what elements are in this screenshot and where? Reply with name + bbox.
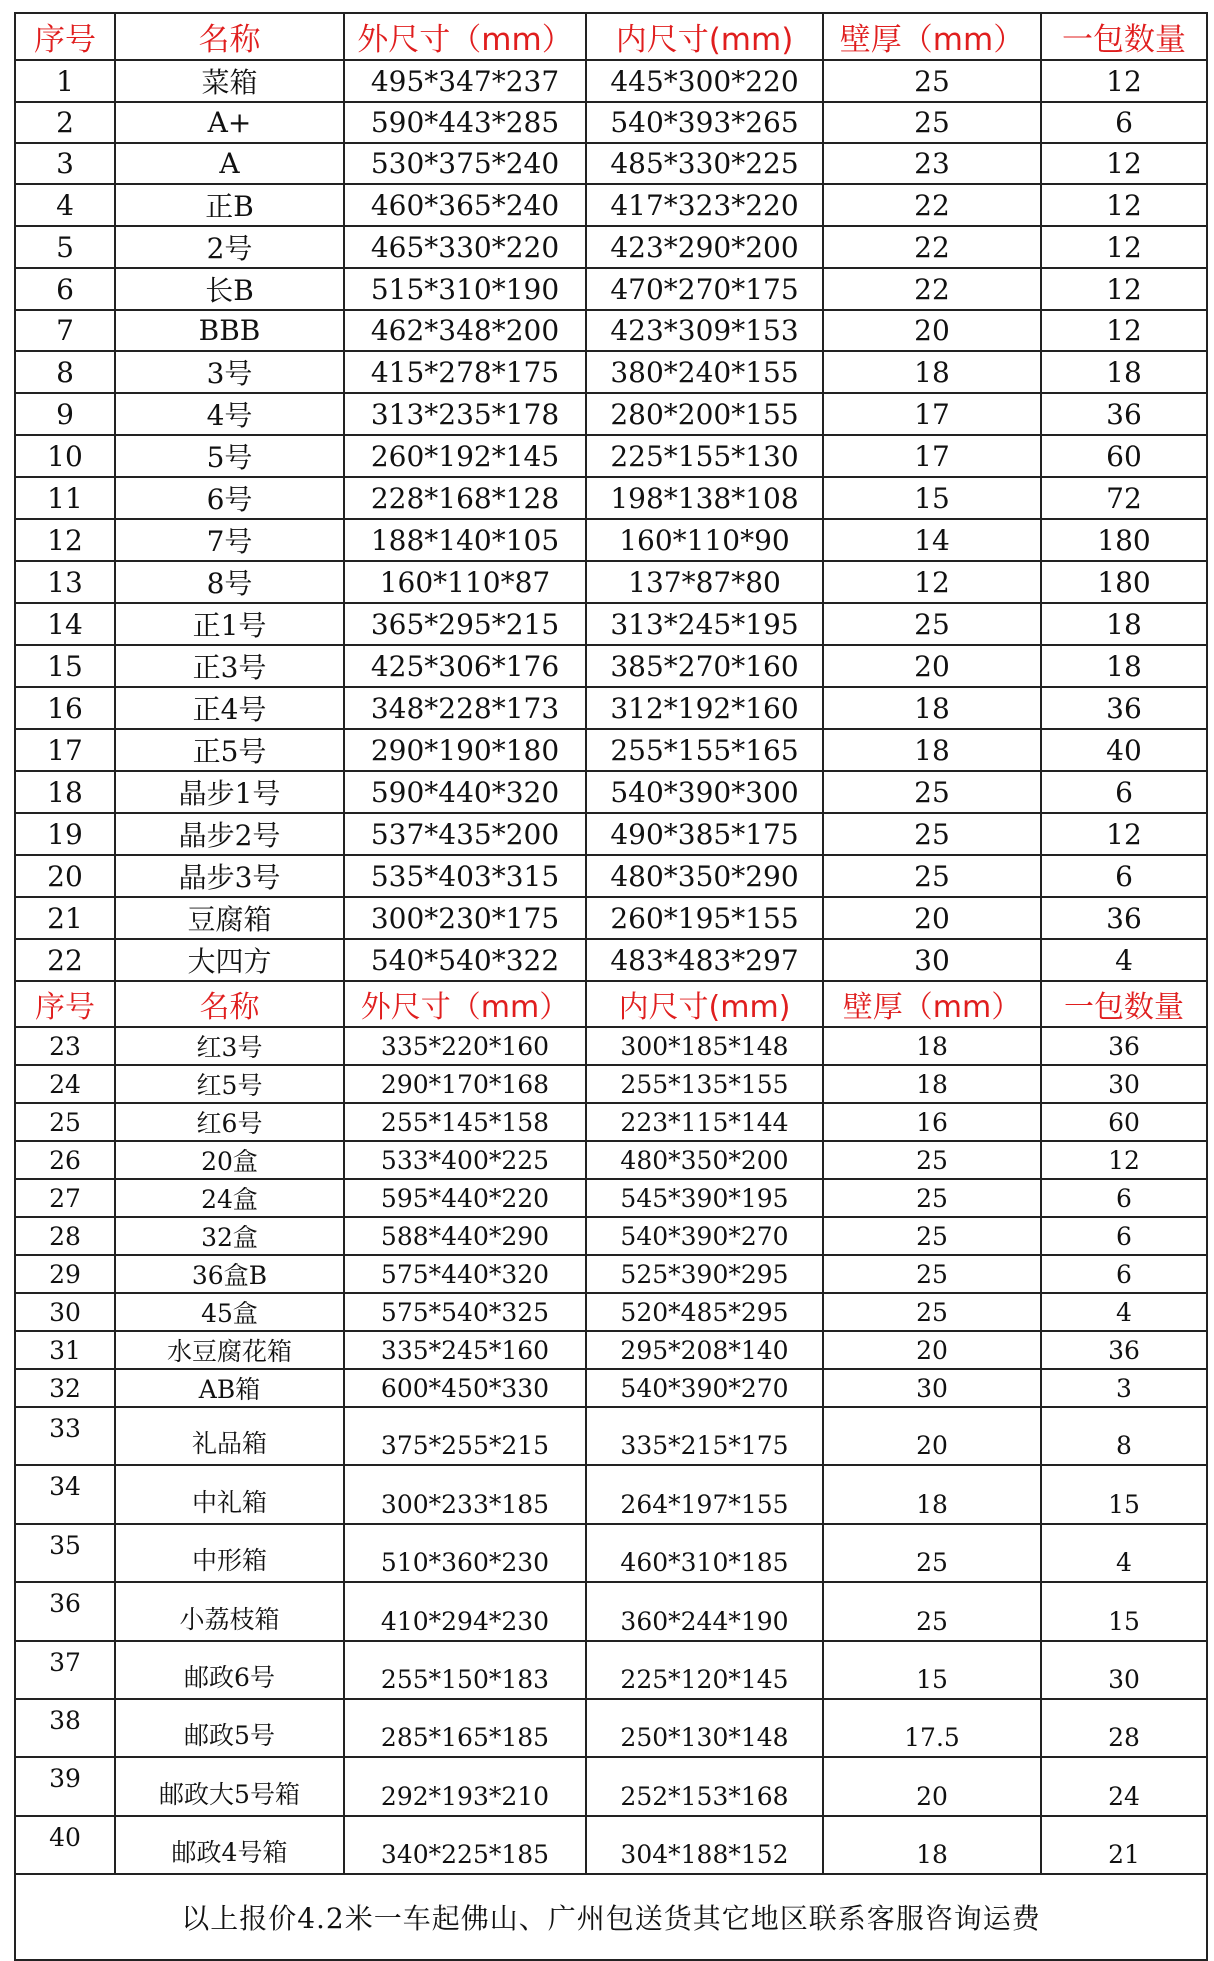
col-header-qty: 一包数量 [1041, 981, 1207, 1027]
outer-size-cell: 533*400*225 [344, 1141, 586, 1179]
outer-size-cell: 540*540*322 [344, 939, 586, 981]
qty-cell: 6 [1041, 102, 1207, 143]
qty-cell: 12 [1041, 60, 1207, 102]
outer-size-cell: 335*245*160 [344, 1331, 586, 1369]
col-header-qty: 一包数量 [1041, 13, 1207, 60]
table-row [15, 477, 1207, 519]
name-cell: 正5号 [115, 729, 344, 771]
name-cell: 36盒B [115, 1255, 344, 1293]
qty-cell: 30 [1041, 1641, 1207, 1699]
wall-cell: 18 [823, 1465, 1041, 1523]
qty-cell: 18 [1041, 351, 1207, 393]
inner-size-cell: 520*485*295 [586, 1293, 823, 1331]
wall-cell: 18 [823, 1065, 1041, 1103]
index-cell: 26 [15, 1141, 115, 1179]
index-cell: 22 [15, 939, 115, 981]
table-row [15, 813, 1207, 855]
wall-cell: 15 [823, 477, 1041, 519]
inner-size-cell: 380*240*155 [586, 351, 823, 393]
index-cell: 30 [15, 1293, 115, 1331]
footer-row [15, 1874, 1207, 1960]
wall-cell: 22 [823, 226, 1041, 268]
name-cell: 3号 [115, 351, 344, 393]
outer-size-cell: 313*235*178 [344, 393, 586, 435]
outer-size-cell: 515*310*190 [344, 268, 586, 310]
outer-size-cell: 375*255*215 [344, 1407, 586, 1465]
inner-size-cell: 360*244*190 [586, 1582, 823, 1640]
table-row [15, 603, 1207, 645]
name-cell: 水豆腐花箱 [115, 1331, 344, 1369]
table-row [15, 1369, 1207, 1407]
outer-size-cell: 348*228*173 [344, 687, 586, 729]
qty-cell: 36 [1041, 1027, 1207, 1065]
table-row [15, 939, 1207, 981]
qty-cell: 24 [1041, 1757, 1207, 1815]
wall-cell: 25 [823, 1179, 1041, 1217]
index-cell: 36 [15, 1582, 115, 1640]
wall-cell: 25 [823, 603, 1041, 645]
name-cell: 红6号 [115, 1103, 344, 1141]
outer-size-cell: 255*150*183 [344, 1641, 586, 1699]
name-cell: 正3号 [115, 645, 344, 687]
index-cell: 13 [15, 561, 115, 603]
wall-cell: 25 [823, 1141, 1041, 1179]
outer-size-cell: 340*225*185 [344, 1816, 586, 1874]
qty-cell: 60 [1041, 435, 1207, 477]
inner-size-cell: 198*138*108 [586, 477, 823, 519]
qty-cell: 8 [1041, 1407, 1207, 1465]
wall-cell: 22 [823, 268, 1041, 310]
outer-size-cell: 260*192*145 [344, 435, 586, 477]
outer-size-cell: 290*190*180 [344, 729, 586, 771]
table-row [15, 60, 1207, 102]
qty-cell: 6 [1041, 1217, 1207, 1255]
wall-cell: 18 [823, 729, 1041, 771]
qty-cell: 40 [1041, 729, 1207, 771]
index-cell: 9 [15, 393, 115, 435]
wall-cell: 17 [823, 393, 1041, 435]
inner-size-cell: 540*390*270 [586, 1217, 823, 1255]
inner-size-cell: 264*197*155 [586, 1465, 823, 1523]
table-row [15, 1699, 1207, 1757]
qty-cell: 12 [1041, 310, 1207, 351]
inner-size-cell: 470*270*175 [586, 268, 823, 310]
index-cell: 6 [15, 268, 115, 310]
table-row [15, 1141, 1207, 1179]
index-cell: 27 [15, 1179, 115, 1217]
col-header-inner-size: 内尺寸(mm) [586, 13, 823, 60]
table-row [15, 561, 1207, 603]
table-row [15, 1641, 1207, 1699]
inner-size-cell: 540*393*265 [586, 102, 823, 143]
outer-size-cell: 535*403*315 [344, 855, 586, 897]
wall-cell: 25 [823, 1582, 1041, 1640]
table-row [15, 1757, 1207, 1815]
outer-size-cell: 462*348*200 [344, 310, 586, 351]
outer-size-cell: 228*168*128 [344, 477, 586, 519]
wall-cell: 25 [823, 855, 1041, 897]
outer-size-cell: 285*165*185 [344, 1699, 586, 1757]
col-header-index: 序号 [15, 13, 115, 60]
qty-cell: 28 [1041, 1699, 1207, 1757]
table-row [15, 729, 1207, 771]
qty-cell: 4 [1041, 1524, 1207, 1582]
qty-cell: 180 [1041, 519, 1207, 561]
name-cell: 菜箱 [115, 60, 344, 102]
wall-cell: 25 [823, 102, 1041, 143]
inner-size-cell: 255*155*165 [586, 729, 823, 771]
index-cell: 12 [15, 519, 115, 561]
wall-cell: 25 [823, 813, 1041, 855]
outer-size-cell: 590*440*320 [344, 771, 586, 813]
table-row [15, 687, 1207, 729]
col-header-name: 名称 [115, 981, 344, 1027]
outer-size-cell: 575*440*320 [344, 1255, 586, 1293]
name-cell: 长B [115, 268, 344, 310]
index-cell: 2 [15, 102, 115, 143]
index-cell: 1 [15, 60, 115, 102]
index-cell: 8 [15, 351, 115, 393]
wall-cell: 25 [823, 1217, 1041, 1255]
index-cell: 38 [15, 1699, 115, 1757]
table-row [15, 1065, 1207, 1103]
wall-cell: 18 [823, 1816, 1041, 1874]
outer-size-cell: 537*435*200 [344, 813, 586, 855]
wall-cell: 23 [823, 143, 1041, 184]
qty-cell: 12 [1041, 813, 1207, 855]
table-row [15, 184, 1207, 226]
inner-size-cell: 335*215*175 [586, 1407, 823, 1465]
index-cell: 31 [15, 1331, 115, 1369]
inner-size-cell: 545*390*195 [586, 1179, 823, 1217]
name-cell: 小荔枝箱 [115, 1582, 344, 1640]
inner-size-cell: 483*483*297 [586, 939, 823, 981]
index-cell: 24 [15, 1065, 115, 1103]
outer-size-cell: 530*375*240 [344, 143, 586, 184]
index-cell: 18 [15, 771, 115, 813]
qty-cell: 72 [1041, 477, 1207, 519]
wall-cell: 17 [823, 435, 1041, 477]
wall-cell: 25 [823, 60, 1041, 102]
table-row [15, 1217, 1207, 1255]
outer-size-cell: 575*540*325 [344, 1293, 586, 1331]
name-cell: A+ [115, 102, 344, 143]
wall-cell: 18 [823, 1027, 1041, 1065]
header-row [15, 13, 1207, 60]
name-cell: 红5号 [115, 1065, 344, 1103]
name-cell: 晶步2号 [115, 813, 344, 855]
qty-cell: 60 [1041, 1103, 1207, 1141]
inner-size-cell: 485*330*225 [586, 143, 823, 184]
table-row [15, 1331, 1207, 1369]
name-cell: 晶步1号 [115, 771, 344, 813]
table-row [15, 1524, 1207, 1582]
name-cell: 正B [115, 184, 344, 226]
outer-size-cell: 300*230*175 [344, 897, 586, 939]
inner-size-cell: 252*153*168 [586, 1757, 823, 1815]
wall-cell: 25 [823, 1524, 1041, 1582]
inner-size-cell: 385*270*160 [586, 645, 823, 687]
wall-cell: 25 [823, 771, 1041, 813]
col-header-index: 序号 [15, 981, 115, 1027]
inner-size-cell: 480*350*290 [586, 855, 823, 897]
wall-cell: 25 [823, 1293, 1041, 1331]
index-cell: 15 [15, 645, 115, 687]
outer-size-cell: 365*295*215 [344, 603, 586, 645]
name-cell: 中形箱 [115, 1524, 344, 1582]
inner-size-cell: 300*185*148 [586, 1027, 823, 1065]
col-header-inner-size: 内尺寸(mm) [586, 981, 823, 1027]
wall-cell: 18 [823, 687, 1041, 729]
qty-cell: 6 [1041, 771, 1207, 813]
wall-cell: 15 [823, 1641, 1041, 1699]
table-row [15, 771, 1207, 813]
table-row [15, 1103, 1207, 1141]
inner-size-cell: 480*350*200 [586, 1141, 823, 1179]
name-cell: 45盒 [115, 1293, 344, 1331]
index-cell: 17 [15, 729, 115, 771]
index-cell: 3 [15, 143, 115, 184]
qty-cell: 36 [1041, 897, 1207, 939]
table-row [15, 1407, 1207, 1465]
outer-size-cell: 415*278*175 [344, 351, 586, 393]
header-row [15, 981, 1207, 1027]
table-row [15, 435, 1207, 477]
qty-cell: 12 [1041, 226, 1207, 268]
wall-cell: 20 [823, 310, 1041, 351]
wall-cell: 14 [823, 519, 1041, 561]
col-header-outer-size: 外尺寸（mm） [344, 981, 586, 1027]
outer-size-cell: 255*145*158 [344, 1103, 586, 1141]
qty-cell: 12 [1041, 184, 1207, 226]
col-header-wall: 壁厚（mm） [823, 981, 1041, 1027]
name-cell: 大四方 [115, 939, 344, 981]
name-cell: 5号 [115, 435, 344, 477]
qty-cell: 4 [1041, 1293, 1207, 1331]
table-row [15, 519, 1207, 561]
outer-size-cell: 425*306*176 [344, 645, 586, 687]
table-row [15, 143, 1207, 184]
index-cell: 14 [15, 603, 115, 645]
name-cell: 豆腐箱 [115, 897, 344, 939]
name-cell: 邮政大5号箱 [115, 1757, 344, 1815]
name-cell: 红3号 [115, 1027, 344, 1065]
table-row [15, 1255, 1207, 1293]
wall-cell: 17.5 [823, 1699, 1041, 1757]
col-header-name: 名称 [115, 13, 344, 60]
table-row [15, 1179, 1207, 1217]
qty-cell: 3 [1041, 1369, 1207, 1407]
qty-cell: 12 [1041, 143, 1207, 184]
outer-size-cell: 292*193*210 [344, 1757, 586, 1815]
outer-size-cell: 495*347*237 [344, 60, 586, 102]
outer-size-cell: 600*450*330 [344, 1369, 586, 1407]
inner-size-cell: 525*390*295 [586, 1255, 823, 1293]
inner-size-cell: 313*245*195 [586, 603, 823, 645]
index-cell: 7 [15, 310, 115, 351]
wall-cell: 20 [823, 1331, 1041, 1369]
index-cell: 23 [15, 1027, 115, 1065]
qty-cell: 21 [1041, 1816, 1207, 1874]
outer-size-cell: 300*233*185 [344, 1465, 586, 1523]
qty-cell: 36 [1041, 687, 1207, 729]
table-row [15, 268, 1207, 310]
qty-cell: 18 [1041, 603, 1207, 645]
inner-size-cell: 225*120*145 [586, 1641, 823, 1699]
index-cell: 11 [15, 477, 115, 519]
outer-size-cell: 460*365*240 [344, 184, 586, 226]
outer-size-cell: 188*140*105 [344, 519, 586, 561]
wall-cell: 25 [823, 1255, 1041, 1293]
qty-cell: 6 [1041, 1179, 1207, 1217]
name-cell: 邮政4号箱 [115, 1816, 344, 1874]
index-cell: 37 [15, 1641, 115, 1699]
name-cell: AB箱 [115, 1369, 344, 1407]
index-cell: 29 [15, 1255, 115, 1293]
wall-cell: 16 [823, 1103, 1041, 1141]
inner-size-cell: 260*195*155 [586, 897, 823, 939]
qty-cell: 36 [1041, 393, 1207, 435]
inner-size-cell: 490*385*175 [586, 813, 823, 855]
qty-cell: 180 [1041, 561, 1207, 603]
name-cell: 8号 [115, 561, 344, 603]
col-header-outer-size: 外尺寸（mm） [344, 13, 586, 60]
inner-size-cell: 280*200*155 [586, 393, 823, 435]
name-cell: 6号 [115, 477, 344, 519]
name-cell: 礼品箱 [115, 1407, 344, 1465]
inner-size-cell: 423*290*200 [586, 226, 823, 268]
name-cell: 正4号 [115, 687, 344, 729]
qty-cell: 6 [1041, 855, 1207, 897]
index-cell: 25 [15, 1103, 115, 1141]
qty-cell: 4 [1041, 939, 1207, 981]
index-cell: 39 [15, 1757, 115, 1815]
wall-cell: 18 [823, 351, 1041, 393]
inner-size-cell: 223*115*144 [586, 1103, 823, 1141]
inner-size-cell: 160*110*90 [586, 519, 823, 561]
index-cell: 20 [15, 855, 115, 897]
name-cell: 邮政5号 [115, 1699, 344, 1757]
inner-size-cell: 137*87*80 [586, 561, 823, 603]
outer-size-cell: 588*440*290 [344, 1217, 586, 1255]
table-row [15, 393, 1207, 435]
qty-cell: 18 [1041, 645, 1207, 687]
inner-size-cell: 445*300*220 [586, 60, 823, 102]
qty-cell: 12 [1041, 1141, 1207, 1179]
inner-size-cell: 250*130*148 [586, 1699, 823, 1757]
wall-cell: 20 [823, 897, 1041, 939]
qty-cell: 6 [1041, 1255, 1207, 1293]
qty-cell: 30 [1041, 1065, 1207, 1103]
outer-size-cell: 595*440*220 [344, 1179, 586, 1217]
name-cell: 24盒 [115, 1179, 344, 1217]
inner-size-cell: 312*192*160 [586, 687, 823, 729]
inner-size-cell: 540*390*300 [586, 771, 823, 813]
outer-size-cell: 465*330*220 [344, 226, 586, 268]
table-row [15, 1027, 1207, 1065]
name-cell: 2号 [115, 226, 344, 268]
name-cell: BBB [115, 310, 344, 351]
index-cell: 32 [15, 1369, 115, 1407]
table-row [15, 855, 1207, 897]
inner-size-cell: 225*155*130 [586, 435, 823, 477]
wall-cell: 30 [823, 939, 1041, 981]
qty-cell: 12 [1041, 268, 1207, 310]
table-row [15, 310, 1207, 351]
table-row [15, 645, 1207, 687]
name-cell: 晶步3号 [115, 855, 344, 897]
index-cell: 5 [15, 226, 115, 268]
table-row [15, 226, 1207, 268]
name-cell: A [115, 143, 344, 184]
wall-cell: 20 [823, 645, 1041, 687]
table-row [15, 1465, 1207, 1523]
inner-size-cell: 295*208*140 [586, 1331, 823, 1369]
index-cell: 34 [15, 1465, 115, 1523]
wall-cell: 20 [823, 1757, 1041, 1815]
wall-cell: 30 [823, 1369, 1041, 1407]
inner-size-cell: 304*188*152 [586, 1816, 823, 1874]
qty-cell: 15 [1041, 1582, 1207, 1640]
name-cell: 4号 [115, 393, 344, 435]
table-row [15, 1293, 1207, 1331]
index-cell: 10 [15, 435, 115, 477]
footer-note: 以上报价4.2米一车起佛山、广州包送货其它地区联系客服咨询运费 [15, 1874, 1207, 1960]
index-cell: 16 [15, 687, 115, 729]
table-row [15, 102, 1207, 143]
col-header-wall: 壁厚（mm） [823, 13, 1041, 60]
index-cell: 40 [15, 1816, 115, 1874]
outer-size-cell: 335*220*160 [344, 1027, 586, 1065]
outer-size-cell: 160*110*87 [344, 561, 586, 603]
index-cell: 28 [15, 1217, 115, 1255]
index-cell: 33 [15, 1407, 115, 1465]
index-cell: 19 [15, 813, 115, 855]
table-row [15, 1582, 1207, 1640]
price-table [14, 12, 1208, 1961]
name-cell: 正1号 [115, 603, 344, 645]
name-cell: 中礼箱 [115, 1465, 344, 1523]
outer-size-cell: 290*170*168 [344, 1065, 586, 1103]
table-row [15, 351, 1207, 393]
table-row [15, 897, 1207, 939]
inner-size-cell: 460*310*185 [586, 1524, 823, 1582]
name-cell: 32盒 [115, 1217, 344, 1255]
index-cell: 35 [15, 1524, 115, 1582]
qty-cell: 36 [1041, 1331, 1207, 1369]
name-cell: 20盒 [115, 1141, 344, 1179]
name-cell: 7号 [115, 519, 344, 561]
wall-cell: 12 [823, 561, 1041, 603]
table-row [15, 1816, 1207, 1874]
wall-cell: 20 [823, 1407, 1041, 1465]
inner-size-cell: 417*323*220 [586, 184, 823, 226]
name-cell: 邮政6号 [115, 1641, 344, 1699]
outer-size-cell: 590*443*285 [344, 102, 586, 143]
inner-size-cell: 540*390*270 [586, 1369, 823, 1407]
index-cell: 4 [15, 184, 115, 226]
outer-size-cell: 510*360*230 [344, 1524, 586, 1582]
qty-cell: 15 [1041, 1465, 1207, 1523]
wall-cell: 22 [823, 184, 1041, 226]
inner-size-cell: 423*309*153 [586, 310, 823, 351]
inner-size-cell: 255*135*155 [586, 1065, 823, 1103]
outer-size-cell: 410*294*230 [344, 1582, 586, 1640]
index-cell: 21 [15, 897, 115, 939]
